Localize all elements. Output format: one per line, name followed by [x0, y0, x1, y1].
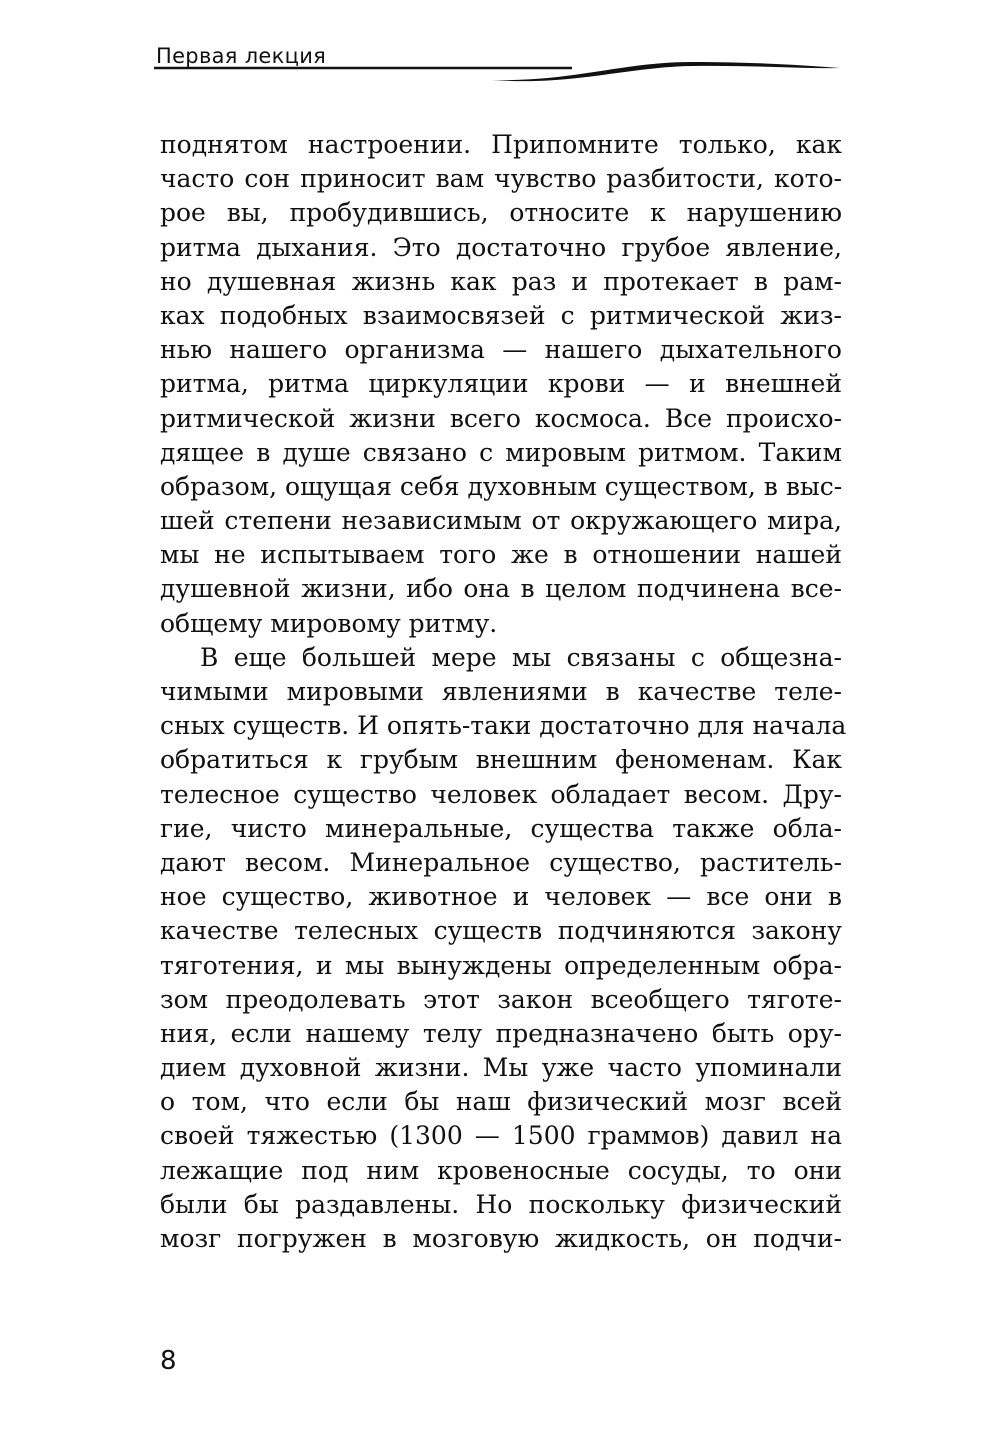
text-line: мозг погружен в мозговую жидкость, он подчи- [160, 1224, 842, 1253]
text-line: ритма, ритма циркуляции крови — и внешней [160, 369, 842, 399]
text-line: мы не испытываем того же в отношении нашей [160, 540, 842, 570]
text-line: дают весом. Минеральное существо, раститель- [160, 847, 842, 877]
text-line: часто сон приносит вам чувство разбитости, кото- [160, 164, 842, 194]
text-line: ния, если нашему телу предназначено быть ору- [160, 1018, 842, 1048]
text-line: зом преодолевать этот закон всеобщего тяготе- [160, 984, 842, 1014]
text-line: были бы раздавлены. Но поскольку физический [160, 1189, 842, 1219]
text-line: поднятом настроении. Припомните только, как [160, 130, 842, 159]
text-line: телесное существо человек обладает весом. Дру- [160, 779, 842, 809]
body-text [160, 128, 847, 1256]
text-line: ках подобных взаимосвязей с ритмической жиз- [160, 300, 842, 330]
text-line: сных существ. И опять-таки достаточно для начала [160, 711, 847, 741]
text-line: дящее в душе связано с мировым ритмом. Таким [160, 437, 842, 467]
text-line: душевной жизни, ибо она в целом подчинена все- [160, 574, 842, 604]
text-line: тяготения, и мы вынуждены определенным обра- [160, 950, 842, 980]
text-line: своей тяжестью (1300 — 1500 граммов) давил на [160, 1121, 842, 1151]
header-rule-ornament [152, 60, 842, 94]
text-line: обратиться к грубым внешним феноменам. Как [160, 745, 842, 775]
text-line: образом, ощущая себя духовным существом, в выс- [160, 471, 843, 501]
text-line: но душевная жизнь как раз и протекает в рам- [160, 266, 842, 296]
text-line: гие, чисто минеральные, существа также обла- [160, 813, 842, 843]
text-line: ритмической жизни всего космоса. Все происхо- [160, 403, 842, 433]
paragraph-2 [160, 641, 847, 1256]
text-line: В еще большей мере мы связаны с общезна- [200, 642, 842, 672]
page-number: 8 [160, 1346, 177, 1376]
text-line: ное существо, животное и человек — все они в [160, 882, 842, 912]
paragraph-1 [160, 128, 842, 641]
text-line: чимыми мировыми явлениями в качестве теле- [160, 677, 842, 706]
text-line: дием духовной жизни. Мы уже часто упоминали [160, 1053, 842, 1083]
text-line: рое вы, пробудившись, относите к нарушению [160, 198, 842, 228]
text-line: о том, что если бы наш физический мозг всей [160, 1087, 842, 1117]
text-line: ритма дыхания. Это достаточно грубое явление, [160, 232, 842, 262]
text-line: лежащие под ним кровеносные сосуды, то они [160, 1155, 842, 1185]
running-header-title: Первая лекция [156, 44, 327, 68]
text-line: шей степени независимым от окружающего мира, [160, 506, 842, 536]
text-line: нью нашего организма — нашего дыхательного [160, 335, 842, 365]
text-line: качестве телесных существ подчиняются закону [160, 916, 842, 946]
text-line: общему мировому ритму. [160, 608, 498, 638]
